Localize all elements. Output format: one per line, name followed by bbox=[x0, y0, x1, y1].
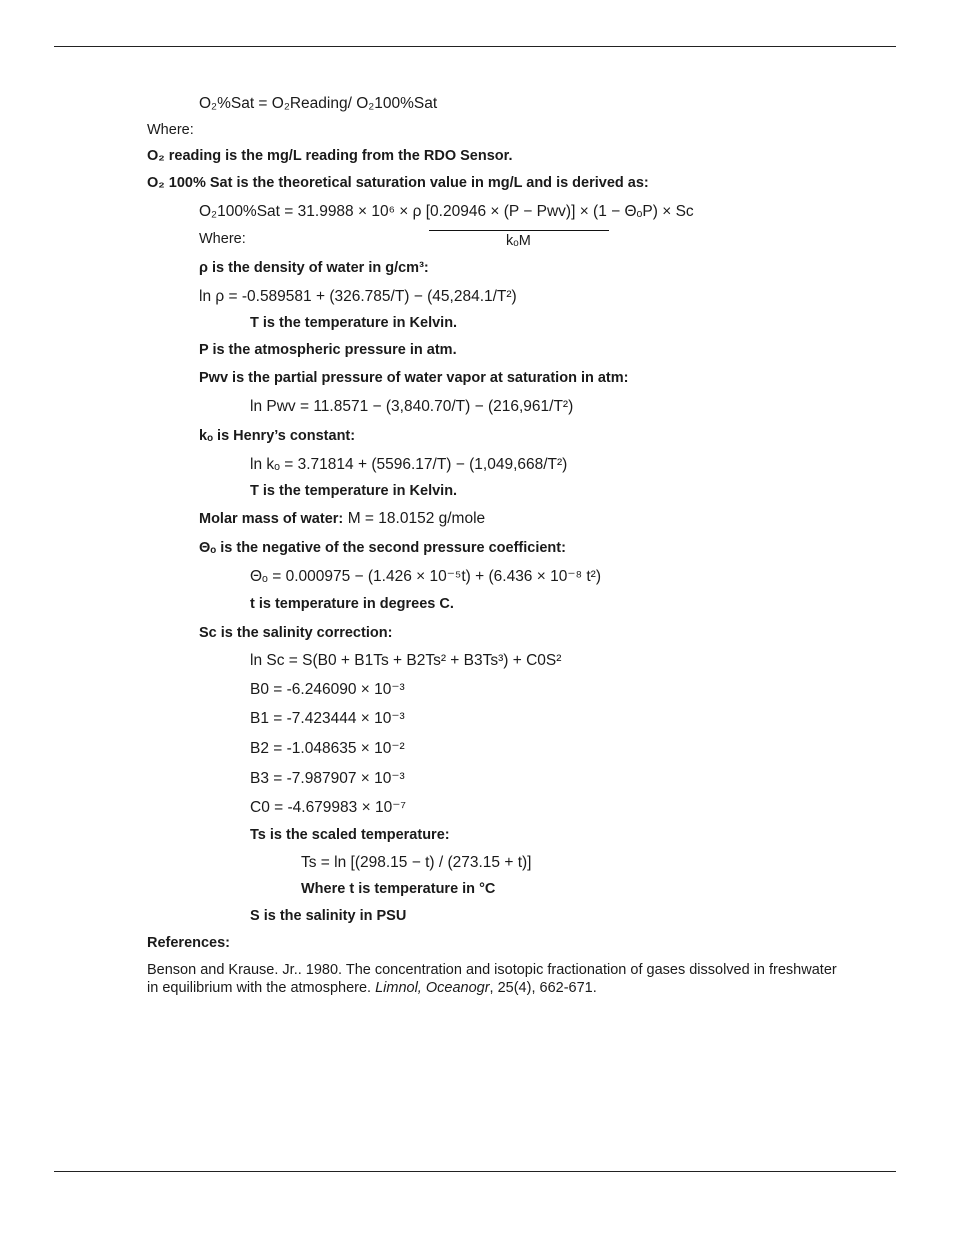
reference-volume: , 25(4), 662-671. bbox=[489, 980, 597, 996]
eq-b1: B1 = -7.423444 × 10⁻³ bbox=[250, 710, 405, 727]
molar-mass-line bbox=[199, 511, 485, 527]
eq-ko: ln kₒ = 3.71814 + (5596.17/T) − (1,049,668/T²) bbox=[250, 456, 568, 473]
molar-mass-label: Molar mass of water: bbox=[199, 511, 344, 527]
eq-b0: B0 = -6.246090 × 10⁻³ bbox=[250, 681, 405, 698]
eq-o2-sat: O₂%Sat = O₂Reading/ O₂100%Sat bbox=[199, 95, 438, 112]
t-kelvin-note-2: T is the temperature in Kelvin. bbox=[250, 483, 458, 499]
reference-journal: Limnol, Oceanogr bbox=[375, 980, 490, 996]
molar-mass-value: M = 18.0152 g/mole bbox=[347, 510, 486, 527]
sc-definition: Sc is the salinity correction: bbox=[199, 625, 393, 641]
eq-sc: ln Sc = S(B0 + B1Ts + B2Ts² + B3Ts³) + C0S² bbox=[250, 652, 562, 669]
where-label: Where: bbox=[147, 122, 194, 138]
reference-text: Benson and Krause. Jr.. 1980. The concentration and isotopic fractionation of gases dissolved in freshwater in equilibrium with the atmosphere. bbox=[147, 962, 837, 996]
o2-100-sat-definition: O₂ 100% Sat is the theoretical saturation value in mg/L and is derived as: bbox=[147, 175, 649, 191]
eq-theta: Θₒ = 0.000975 − (1.426 × 10⁻⁵t) + (6.436 × 10⁻⁸ t²) bbox=[250, 568, 601, 585]
footer-rule bbox=[54, 1171, 896, 1172]
eq-c0: C0 = -4.679983 × 10⁻⁷ bbox=[250, 799, 406, 816]
theta-definition: Θₒ is the negative of the second pressure coefficient: bbox=[199, 540, 566, 556]
ko-definition: kₒ is Henry’s constant: bbox=[199, 428, 356, 444]
p-definition: P is the atmospheric pressure in atm. bbox=[199, 342, 457, 358]
eq-denominator: kₒM bbox=[506, 233, 531, 249]
rho-definition: ρ is the density of water in g/cm³: bbox=[199, 260, 429, 276]
o2-reading-definition: O₂ reading is the mg/L reading from the RDO Sensor. bbox=[147, 148, 513, 164]
eq-ts: Ts = ln [(298.15 − t) / (273.15 + t)] bbox=[301, 854, 532, 871]
eq-pwv: ln Pwv = 11.8571 − (3,840.70/T) − (216,961/T²) bbox=[250, 398, 574, 415]
salinity-definition: S is the salinity in PSU bbox=[250, 908, 407, 924]
pwv-definition: Pwv is the partial pressure of water vapor at saturation in atm: bbox=[199, 370, 629, 386]
references-heading: References: bbox=[147, 935, 231, 951]
ts-definition: Ts is the scaled temperature: bbox=[250, 827, 450, 843]
header-rule bbox=[54, 46, 896, 47]
where-t-note: Where t is temperature in °C bbox=[301, 881, 496, 897]
t-kelvin-note: T is the temperature in Kelvin. bbox=[250, 315, 458, 331]
eq-o2-100-sat: O₂100%Sat = 31.9988 × 10⁶ × ρ [0.20946 × (P − Pwv)] × (1 − ΘₒP) × Sc bbox=[199, 203, 694, 220]
where-label-2: Where: bbox=[199, 231, 246, 247]
t-celsius-note: t is temperature in degrees C. bbox=[250, 596, 454, 612]
reference-entry bbox=[147, 961, 837, 997]
eq-rho: ln ρ = -0.589581 + (326.785/T) − (45,284.1/T²) bbox=[199, 288, 517, 305]
eq-b2: B2 = -1.048635 × 10⁻² bbox=[250, 740, 405, 757]
fraction-bar bbox=[429, 230, 609, 231]
eq-b3: B3 = -7.987907 × 10⁻³ bbox=[250, 770, 405, 787]
